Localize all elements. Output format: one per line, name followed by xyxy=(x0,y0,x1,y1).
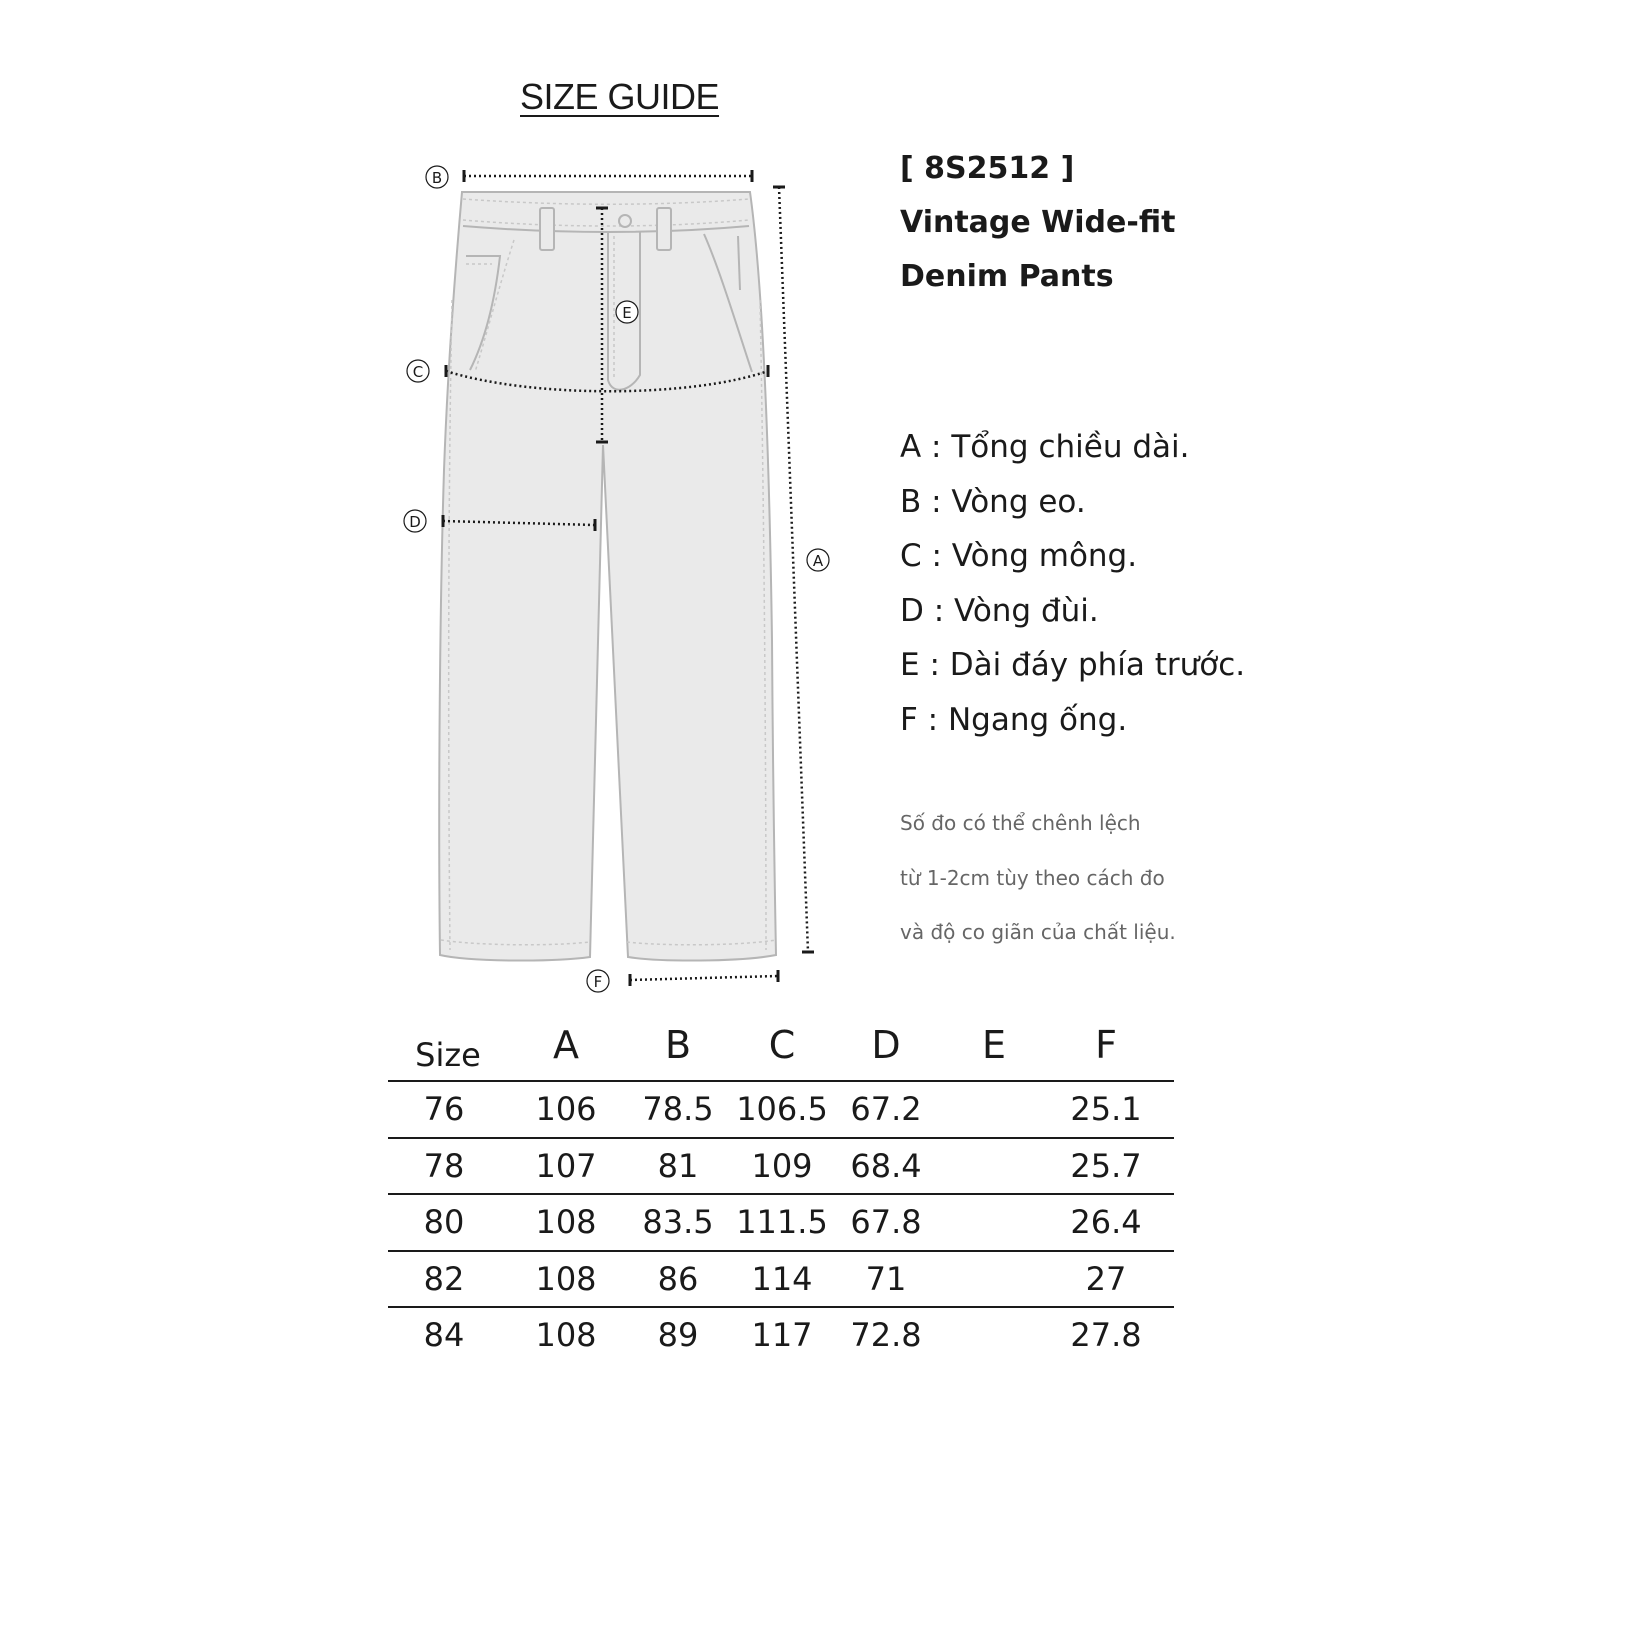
cell-e xyxy=(944,1252,1044,1307)
legend-item: A : Tổng chiều dài. xyxy=(900,429,1190,465)
table-row xyxy=(388,1195,1174,1250)
cell-f: 27.8 xyxy=(1070,1316,1142,1355)
cell-size: 84 xyxy=(423,1316,465,1355)
cell-a: 107 xyxy=(535,1146,597,1185)
cell-b: 78.5 xyxy=(642,1090,714,1129)
header-cell-a: A xyxy=(553,1023,579,1067)
belt-loop xyxy=(657,208,671,250)
cell-f: 25.1 xyxy=(1070,1090,1142,1129)
cell-c: 111.5 xyxy=(736,1203,828,1242)
product-code: [ 8S2512 ] xyxy=(900,151,1075,186)
header-cell-d: D xyxy=(871,1023,901,1067)
marker-b: B xyxy=(431,169,443,187)
cell-e xyxy=(944,1308,1044,1363)
marker-e: E xyxy=(622,304,632,322)
button xyxy=(619,215,631,227)
cell-e xyxy=(944,1139,1044,1194)
note-line: Số đo có thể chênh lệch xyxy=(900,811,1141,835)
legend-item: E : Dài đáy phía trước. xyxy=(900,647,1246,683)
table-row xyxy=(388,1139,1174,1194)
measure-line-f xyxy=(587,970,778,992)
cell-a: 106 xyxy=(535,1090,597,1129)
cell-f: 25.7 xyxy=(1070,1146,1142,1185)
product-name-line1: Vintage Wide-fit xyxy=(900,205,1176,240)
legend-item: F : Ngang ống. xyxy=(900,701,1128,738)
table-row xyxy=(388,1082,1174,1137)
page-title: SIZE GUIDE xyxy=(520,76,720,117)
legend-item: D : Vòng đùi. xyxy=(900,592,1099,629)
product-name-line2: Denim Pants xyxy=(900,259,1114,294)
cell-a: 108 xyxy=(535,1316,597,1355)
cell-b: 81 xyxy=(657,1146,699,1185)
cell-size: 78 xyxy=(423,1146,465,1185)
header-cell-f: F xyxy=(1095,1023,1117,1067)
marker-c: C xyxy=(412,363,424,381)
cell-d: 67.2 xyxy=(850,1090,922,1129)
table-row xyxy=(388,1252,1174,1307)
cell-a: 108 xyxy=(535,1203,597,1242)
cell-d: 72.8 xyxy=(850,1316,922,1355)
cell-size: 80 xyxy=(423,1203,465,1242)
cell-c: 117 xyxy=(751,1316,813,1355)
size-table xyxy=(388,1010,1174,1363)
table-row xyxy=(388,1308,1174,1363)
header-cell-size: Size xyxy=(415,1036,481,1074)
cell-c: 106.5 xyxy=(736,1090,828,1129)
legend-item: B : Vòng eo. xyxy=(900,483,1086,520)
cell-d: 71 xyxy=(865,1259,907,1298)
measure-line-b xyxy=(426,166,752,188)
belt-loop xyxy=(540,208,554,250)
measurement-note xyxy=(900,796,1176,960)
measurement-legend xyxy=(900,420,1245,747)
cell-a: 108 xyxy=(535,1259,597,1298)
cell-size: 76 xyxy=(423,1090,465,1129)
note-line: từ 1-2cm tùy theo cách đo xyxy=(900,865,1165,890)
measure-line-a xyxy=(773,187,829,952)
table-header-row xyxy=(388,1010,1174,1080)
product-heading xyxy=(900,142,1175,304)
cell-d: 67.8 xyxy=(850,1203,922,1242)
cell-c: 109 xyxy=(751,1146,813,1185)
cell-b: 89 xyxy=(657,1316,699,1355)
cell-size: 82 xyxy=(423,1259,465,1298)
cell-b: 83.5 xyxy=(642,1203,714,1242)
cell-f: 27 xyxy=(1085,1259,1127,1298)
header-cell-e: E xyxy=(981,1023,1006,1067)
marker-a: A xyxy=(812,552,824,570)
note-line: và độ co giãn của chất liệu. xyxy=(900,920,1176,944)
legend-item: C : Vòng mông. xyxy=(900,538,1138,574)
header-cell-b: B xyxy=(664,1023,692,1067)
cell-e xyxy=(944,1195,1044,1250)
cell-e xyxy=(944,1082,1044,1137)
pants-diagram xyxy=(395,150,845,1000)
cell-d: 68.4 xyxy=(850,1146,922,1185)
cell-b: 86 xyxy=(657,1259,699,1298)
marker-f: F xyxy=(593,973,603,991)
cell-f: 26.4 xyxy=(1070,1203,1142,1242)
marker-d: D xyxy=(409,513,421,531)
header-cell-c: C xyxy=(768,1023,796,1067)
cell-c: 114 xyxy=(751,1259,813,1298)
